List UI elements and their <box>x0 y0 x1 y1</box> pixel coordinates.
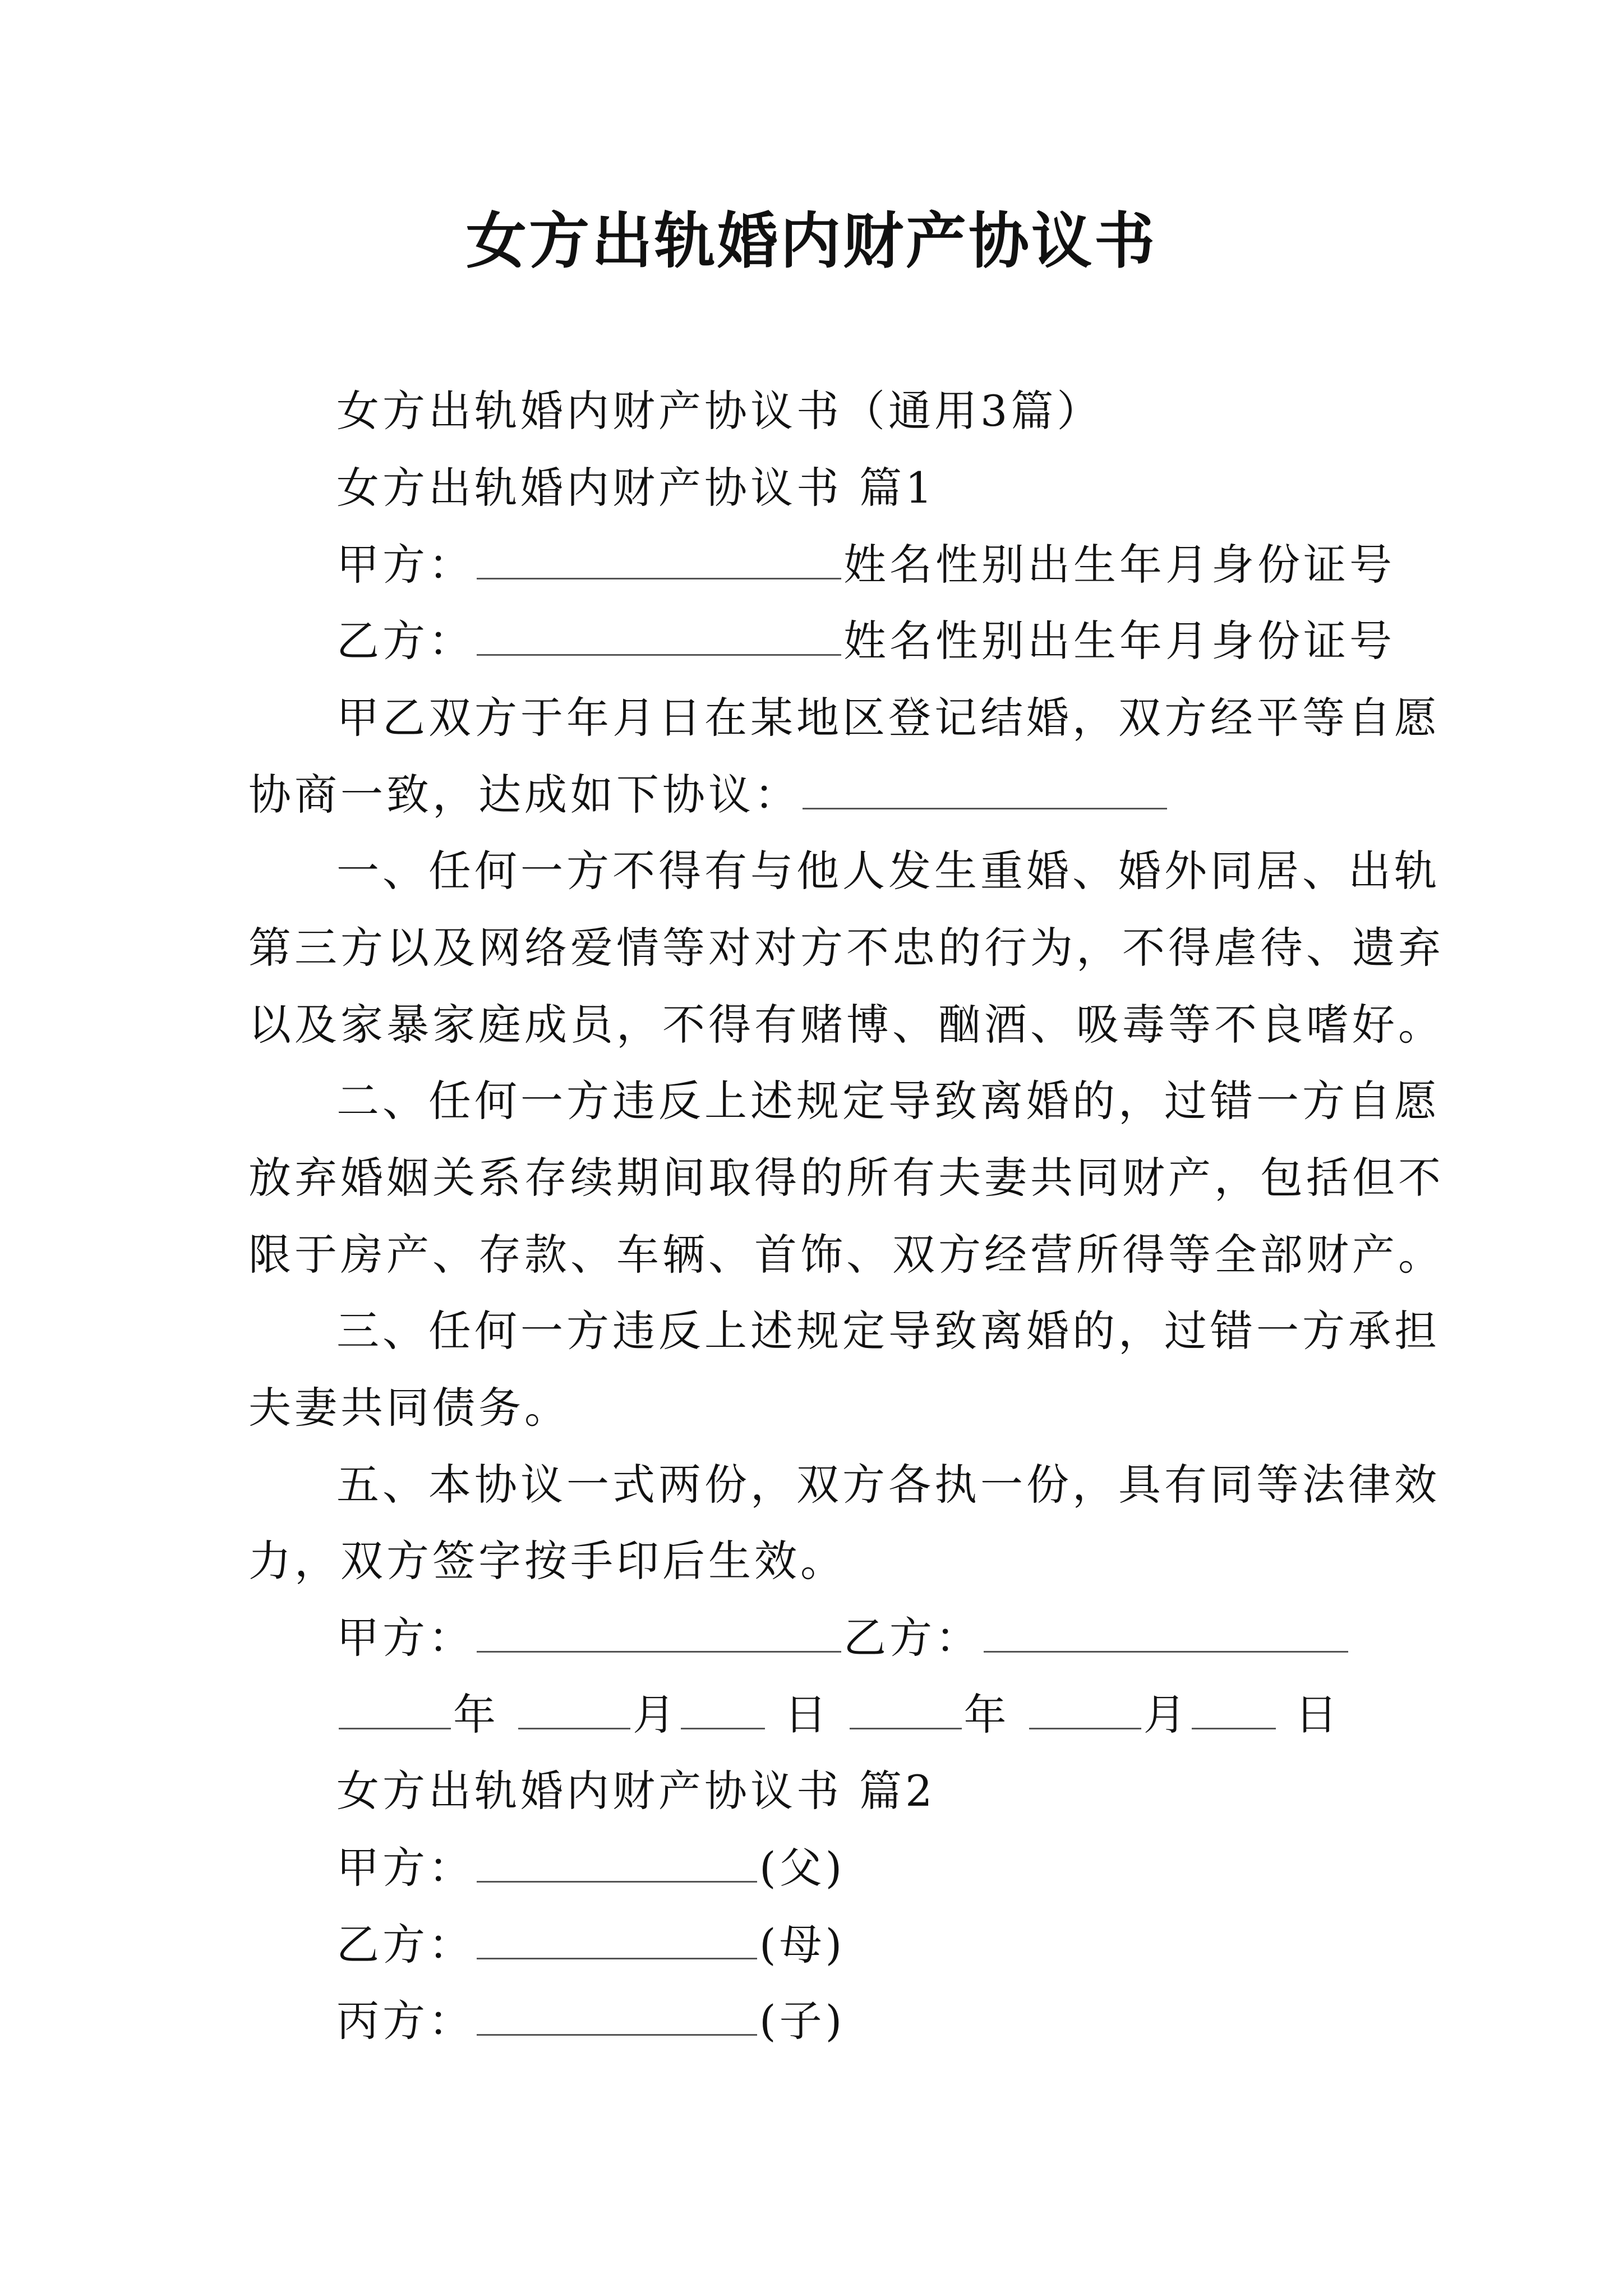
part2-party-c-blank[interactable] <box>477 2000 757 2036</box>
part2-party-b-label: 乙方： <box>336 1920 474 1970</box>
date-a-day-blank[interactable] <box>681 1694 765 1729</box>
intro-line-2 <box>248 767 1169 823</box>
sign-b-label: 乙方： <box>843 1613 981 1663</box>
clause-2-line-2: 放弃婚姻关系存续期间取得的所有夫妻共同财产，包括但不 <box>248 1153 1444 1203</box>
date-a-month-blank[interactable] <box>518 1694 630 1729</box>
part2-party-c-label: 丙方： <box>336 1996 474 2046</box>
party-a-fields: 姓名性别出生年月身份证号 <box>843 540 1395 590</box>
date-b-year-blank[interactable] <box>850 1694 962 1729</box>
date-b-month-label: 月 <box>1143 1690 1189 1740</box>
clause-2-line-3: 限于房产、存款、车辆、首饰、双方经营所得等全部财产。 <box>248 1230 1444 1280</box>
part2-heading: 女方出轨婚内财产协议书 篇2 <box>336 1766 936 1816</box>
part2-party-b-role: (母) <box>759 1920 846 1970</box>
sign-b-blank[interactable] <box>984 1617 1348 1653</box>
date-b-day-label: 日 <box>1294 1690 1341 1740</box>
date-b-year-label: 年 <box>963 1690 1010 1740</box>
clause-1-line-3: 以及家暴家庭成员，不得有赌博、酗酒、吸毒等不良嗜好。 <box>248 1000 1444 1050</box>
date-line <box>336 1687 1341 1743</box>
part2-party-c-role: (子) <box>759 1996 846 2046</box>
part2-party-b-blank[interactable] <box>477 1924 757 1959</box>
agreement-blank[interactable] <box>803 774 1167 809</box>
part2-party-a-blank[interactable] <box>477 1847 757 1883</box>
document-title: 女方出轨婚内财产协议书 <box>465 206 1157 277</box>
sign-a-blank[interactable] <box>477 1617 841 1653</box>
part2-party-c-line <box>336 1993 845 2049</box>
party-b-label: 乙方： <box>336 616 474 666</box>
date-b-month-blank[interactable] <box>1029 1694 1141 1729</box>
part2-party-a-line <box>336 1840 845 1896</box>
clause-2-line-1: 二、任何一方违反上述规定导致离婚的，过错一方自愿 <box>336 1076 1440 1126</box>
date-a-month-label: 月 <box>633 1690 679 1740</box>
party-b-fields: 姓名性别出生年月身份证号 <box>843 616 1395 666</box>
intro-line-2-text: 协商一致，达成如下协议： <box>248 770 800 820</box>
part2-party-a-role: (父) <box>759 1843 846 1893</box>
party-a-name-blank[interactable] <box>477 544 841 579</box>
clause-5-line-2: 力，双方签字按手印后生效。 <box>248 1536 846 1586</box>
intro-line-1: 甲乙双方于年月日在某地区登记结婚，双方经平等自愿 <box>336 693 1440 743</box>
part1-party-b-line <box>336 613 1395 669</box>
clause-1-line-1: 一、任何一方不得有与他人发生重婚、婚外同居、出轨 <box>336 846 1440 896</box>
part1-party-a-line <box>336 537 1395 593</box>
clause-1-line-2: 第三方以及网络爱情等对对方不忠的行为，不得虐待、遗弃 <box>248 923 1444 973</box>
date-a-year-blank[interactable] <box>339 1694 451 1729</box>
part1-heading: 女方出轨婚内财产协议书 篇1 <box>336 463 936 513</box>
clause-5-line-1: 五、本协议一式两份，双方各执一份，具有同等法律效 <box>336 1460 1440 1510</box>
party-a-label: 甲方： <box>336 540 474 590</box>
clause-3-line-2: 夫妻共同债务。 <box>248 1383 570 1433</box>
party-b-name-blank[interactable] <box>477 620 841 656</box>
signature-line <box>336 1610 1350 1666</box>
date-a-day-label: 日 <box>784 1690 831 1740</box>
date-a-year-label: 年 <box>453 1690 499 1740</box>
part2-party-b-line <box>336 1917 845 1973</box>
sign-a-label: 甲方： <box>336 1613 474 1663</box>
clause-3-line-1: 三、任何一方违反上述规定导致离婚的，过错一方承担 <box>336 1306 1440 1356</box>
date-b-day-blank[interactable] <box>1192 1694 1276 1729</box>
document-subtitle: 女方出轨婚内财产协议书（通用3篇） <box>336 386 1103 436</box>
part2-party-a-label: 甲方： <box>336 1843 474 1893</box>
